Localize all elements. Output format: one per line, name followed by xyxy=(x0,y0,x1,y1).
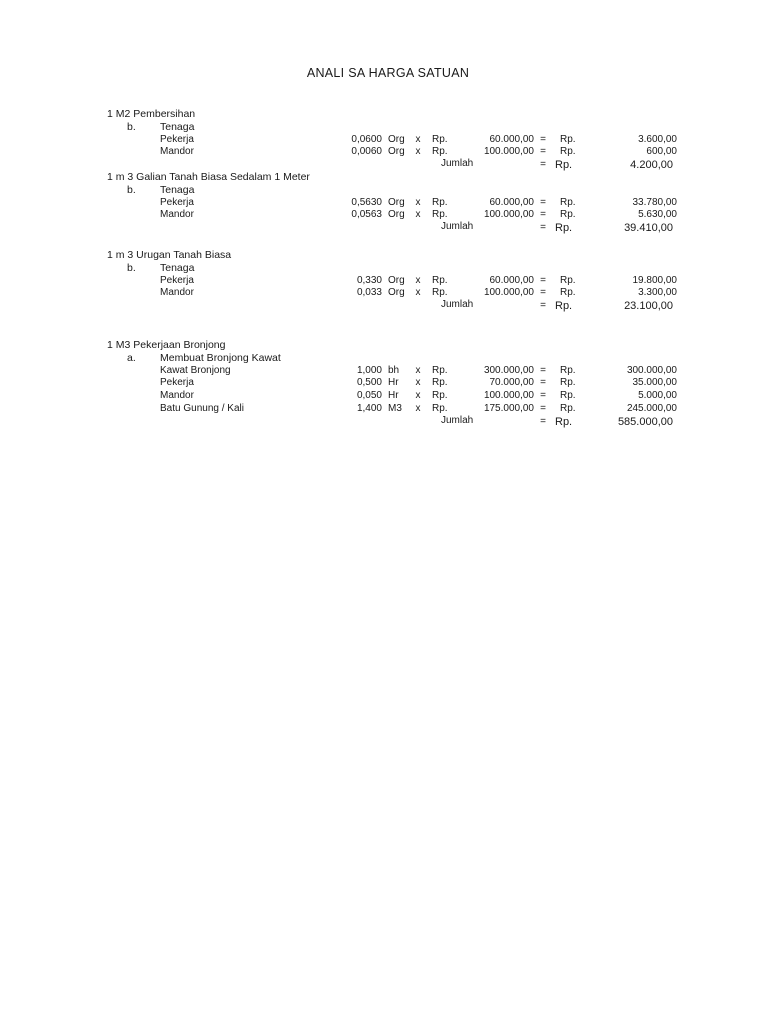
item-coefficient: 0,0600 xyxy=(351,133,382,145)
item-unit: Hr xyxy=(388,377,399,389)
item-coefficient: 0,330 xyxy=(356,274,382,286)
times-sign: x xyxy=(415,209,421,221)
currency-label: Rp. xyxy=(432,209,448,221)
section-total: 4.200,00 xyxy=(630,159,673,172)
currency-label: Rp. xyxy=(560,377,576,389)
times-sign: x xyxy=(415,364,421,376)
item-amount: 19.800,00 xyxy=(632,274,677,286)
subsection-letter: a. xyxy=(127,351,136,364)
currency-label: Rp. xyxy=(432,390,448,402)
total-label: Jumlah xyxy=(441,414,474,426)
times-sign: x xyxy=(415,196,421,208)
total-label: Jumlah xyxy=(441,221,474,233)
item-unit: Org xyxy=(388,133,405,145)
item-unit-price: 60.000,00 xyxy=(489,196,534,208)
section-heading: 1 m 3 Urugan Tanah Biasa xyxy=(107,249,232,261)
total-label: Jumlah xyxy=(441,299,474,311)
subsection-letter: b. xyxy=(127,261,136,274)
item-amount: 33.780,00 xyxy=(632,196,677,208)
equals-sign: = xyxy=(540,196,546,208)
item-name: Pekerja xyxy=(160,133,194,145)
item-name: Pekerja xyxy=(160,274,194,286)
equals-sign: = xyxy=(540,146,546,158)
currency-label: Rp. xyxy=(560,390,576,402)
section-total: 23.100,00 xyxy=(624,300,673,313)
currency-label: Rp. xyxy=(555,300,573,313)
currency-label: Rp. xyxy=(560,146,576,158)
item-unit: Hr xyxy=(388,390,399,402)
item-amount: 300.000,00 xyxy=(626,364,677,376)
currency-label: Rp. xyxy=(560,287,576,299)
equals-sign: = xyxy=(540,364,546,376)
times-sign: x xyxy=(415,146,421,158)
currency-label: Rp. xyxy=(560,209,576,221)
equals-sign: = xyxy=(540,133,546,145)
total-label: Jumlah xyxy=(441,158,474,170)
currency-label: Rp. xyxy=(432,287,448,299)
section-total: 39.410,00 xyxy=(624,222,673,235)
equals-sign: = xyxy=(540,159,546,171)
equals-sign: = xyxy=(540,377,546,389)
item-name: Mandor xyxy=(160,390,194,402)
times-sign: x xyxy=(415,133,421,145)
item-unit-price: 60.000,00 xyxy=(489,133,534,145)
item-unit-price: 300.000,00 xyxy=(483,364,534,376)
currency-label: Rp. xyxy=(555,159,573,172)
currency-label: Rp. xyxy=(432,377,448,389)
item-unit: M3 xyxy=(388,403,402,414)
item-amount: 3.300,00 xyxy=(638,287,677,299)
currency-label: Rp. xyxy=(560,196,576,208)
item-unit-price: 175.000,00 xyxy=(483,403,534,414)
equals-sign: = xyxy=(540,274,546,286)
equals-sign: = xyxy=(540,390,546,402)
item-unit-price: 60.000,00 xyxy=(489,274,534,286)
item-name: Batu Gunung / Kali xyxy=(160,403,244,414)
subsection-letter: b. xyxy=(127,120,136,133)
times-sign: x xyxy=(415,377,421,389)
currency-label: Rp. xyxy=(560,133,576,145)
item-unit-price: 100.000,00 xyxy=(483,146,534,158)
item-name: Mandor xyxy=(160,287,194,299)
currency-label: Rp. xyxy=(560,364,576,376)
item-coefficient: 0,500 xyxy=(356,377,382,389)
item-coefficient: 0,0563 xyxy=(351,209,382,221)
currency-label: Rp. xyxy=(560,274,576,286)
item-name: Pekerja xyxy=(160,196,194,208)
subsection-title: Tenaga xyxy=(160,261,195,274)
item-coefficient: 0,0060 xyxy=(351,146,382,158)
item-unit: Org xyxy=(388,287,405,299)
item-unit: bh xyxy=(388,364,400,376)
currency-label: Rp. xyxy=(432,196,448,208)
item-unit-price: 100.000,00 xyxy=(483,209,534,221)
times-sign: x xyxy=(415,274,421,286)
subsection-title: Tenaga xyxy=(160,183,195,196)
item-unit-price: 100.000,00 xyxy=(483,287,534,299)
section-heading: 1 M3 Pekerjaan Bronjong xyxy=(107,339,226,351)
currency-label: Rp. xyxy=(432,274,448,286)
section-total: 585.000,00 xyxy=(617,415,673,428)
currency-label: Rp. xyxy=(432,403,448,414)
item-coefficient: 0,5630 xyxy=(351,196,382,208)
item-coefficient: 1,400 xyxy=(356,403,382,414)
item-name: Pekerja xyxy=(160,377,194,389)
item-name: Mandor xyxy=(160,209,194,221)
currency-label: Rp. xyxy=(432,146,448,158)
subsection-title: Tenaga xyxy=(160,120,195,133)
equals-sign: = xyxy=(540,403,546,414)
item-unit: Org xyxy=(388,274,405,286)
times-sign: x xyxy=(415,287,421,299)
item-name: Kawat Bronjong xyxy=(160,364,231,376)
item-unit: Org xyxy=(388,146,405,158)
item-coefficient: 0,033 xyxy=(356,287,382,299)
subsection-letter: b. xyxy=(127,183,136,196)
item-amount: 35.000,00 xyxy=(632,377,677,389)
currency-label: Rp. xyxy=(432,133,448,145)
item-amount: 600,00 xyxy=(646,146,677,158)
equals-sign: = xyxy=(540,209,546,221)
times-sign: x xyxy=(415,390,421,402)
item-amount: 3.600,00 xyxy=(638,133,677,145)
item-unit-price: 100.000,00 xyxy=(483,390,534,402)
document-title: ANALI SA HARGA SATUAN xyxy=(306,66,470,80)
subsection-title: Membuat Bronjong Kawat xyxy=(160,351,281,364)
times-sign: x xyxy=(415,403,421,414)
equals-sign: = xyxy=(540,415,546,427)
equals-sign: = xyxy=(540,222,546,234)
item-unit-price: 70.000,00 xyxy=(489,377,534,389)
section-heading: 1 M2 Pembersihan xyxy=(107,108,196,120)
item-name: Mandor xyxy=(160,146,194,158)
section-heading: 1 m 3 Galian Tanah Biasa Sedalam 1 Meter xyxy=(107,171,310,183)
item-unit: Org xyxy=(388,209,405,221)
item-coefficient: 0,050 xyxy=(356,390,382,402)
equals-sign: = xyxy=(540,287,546,299)
currency-label: Rp. xyxy=(555,222,573,235)
currency-label: Rp. xyxy=(560,403,576,414)
currency-label: Rp. xyxy=(432,364,448,376)
item-coefficient: 1,000 xyxy=(356,364,382,376)
equals-sign: = xyxy=(540,300,546,312)
item-amount: 5.630,00 xyxy=(638,209,677,221)
item-unit: Org xyxy=(388,196,405,208)
currency-label: Rp. xyxy=(555,415,573,428)
item-amount: 5.000,00 xyxy=(638,390,677,402)
item-amount: 245.000,00 xyxy=(626,403,677,414)
